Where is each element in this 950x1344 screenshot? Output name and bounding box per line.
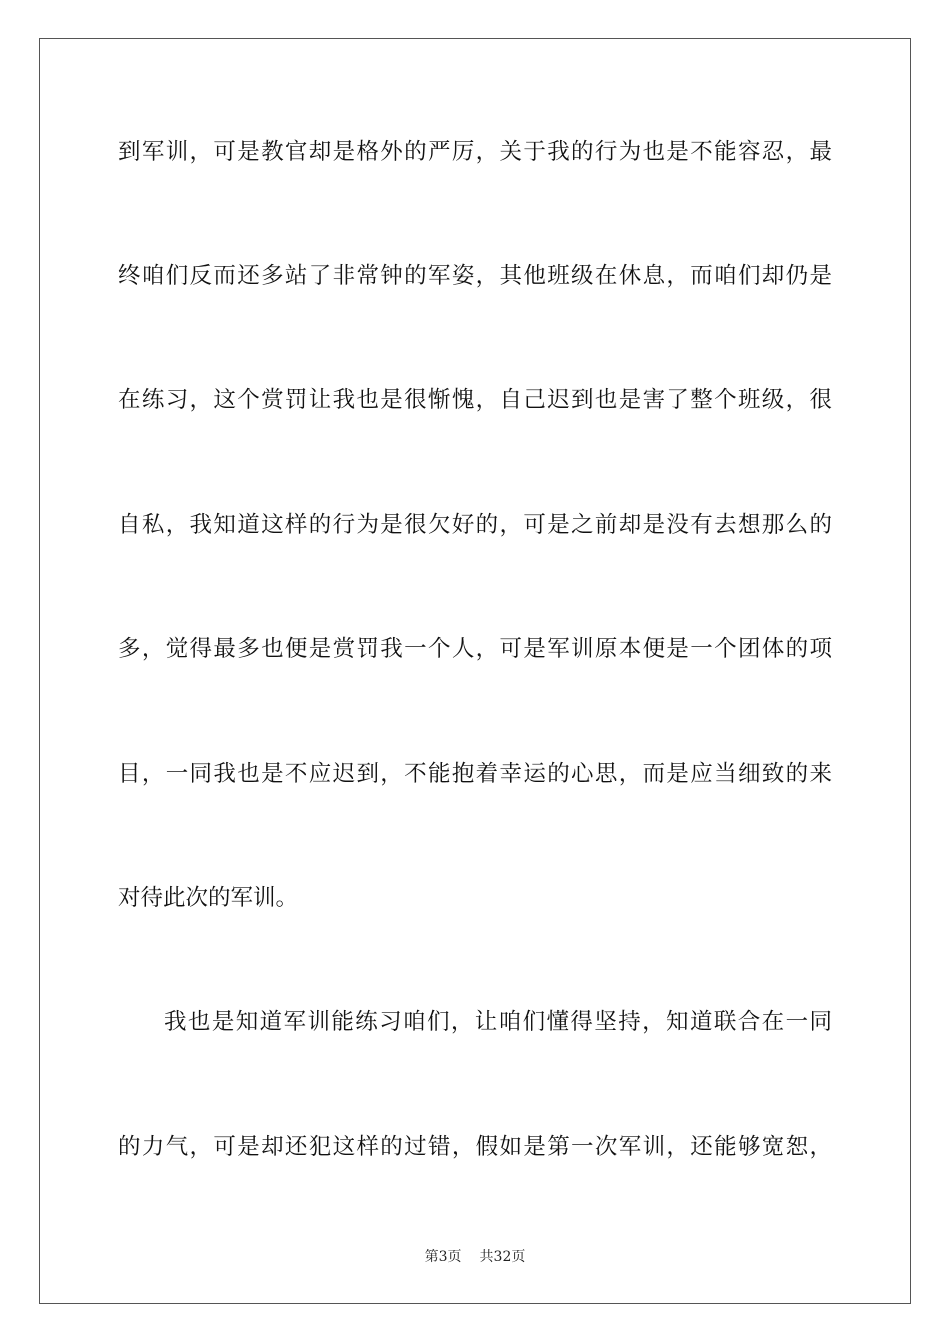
text-line-1: 到军训，可是教官却是格外的严厉，关于我的行为也是不能容忍，最 xyxy=(118,139,832,165)
text-line-3: 在练习，这个赏罚让我也是很惭愧，自己迟到也是害了整个班级，很 xyxy=(118,387,832,413)
text-line-6: 目，一同我也是不应迟到，不能抱着幸运的心思，而是应当细致的来 xyxy=(118,761,832,787)
page-footer xyxy=(0,1247,950,1267)
text-line-9: 的力气，可是却还犯这样的过错，假如是第一次军训，还能够宽恕， xyxy=(118,1134,832,1160)
text-line-5: 多，觉得最多也便是赏罚我一个人，可是军训原本便是一个团体的项 xyxy=(118,636,832,662)
text-line-4: 自私，我知道这样的行为是很欠好的，可是之前却是没有去想那么的 xyxy=(118,512,832,538)
text-line-2: 终咱们反而还多站了非常钟的军姿，其他班级在休息，而咱们却仍是 xyxy=(118,263,832,289)
page-frame xyxy=(39,38,911,1304)
text-line-7: 对待此次的军训。 xyxy=(118,885,299,911)
page-number: 第3页 xyxy=(424,1249,462,1265)
text-line-8: 我也是知道军训能练习咱们，让咱们懂得坚持，知道联合在一同 xyxy=(164,1009,832,1035)
page-total: 共32页 xyxy=(479,1249,526,1265)
